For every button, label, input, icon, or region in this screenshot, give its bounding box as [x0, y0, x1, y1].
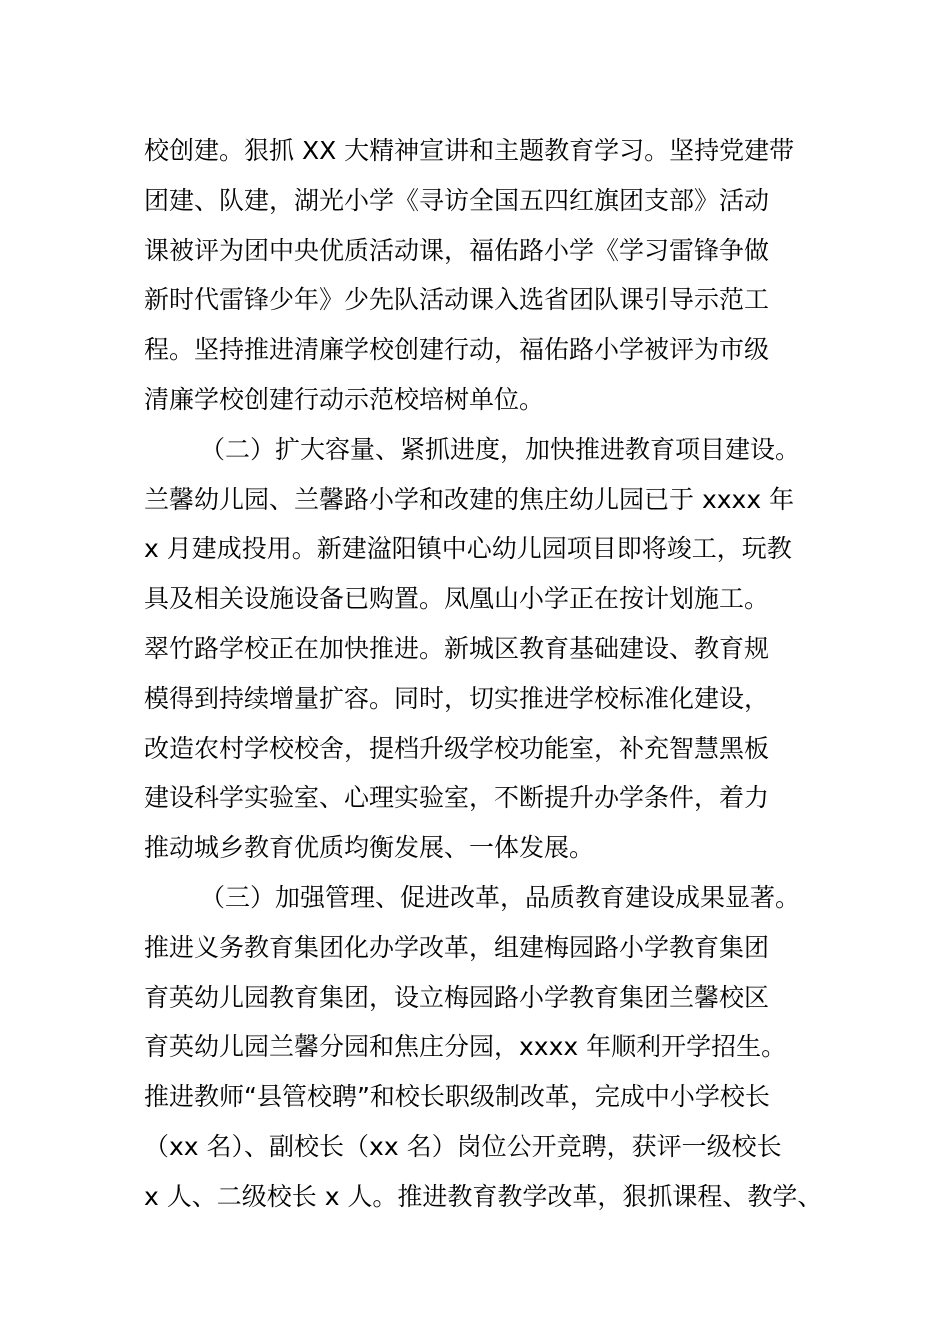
text-line: 课被评为团中央优质活动课，福佑路小学《学习雷锋争做 — [144, 235, 770, 265]
text-line: 具及相关设施设备已购置。凤凰山小学正在按计划施工。 — [144, 584, 770, 614]
text-line: 建设科学实验室、心理实验室，不断提升办学条件，着力 — [144, 783, 770, 813]
text-line: 清廉学校创建行动示范校培树单位。 — [144, 384, 545, 414]
text-line: 育英幼儿园教育集团，设立梅园路小学教育集团兰馨校区 — [144, 982, 770, 1012]
text-line: 推动城乡教育优质均衡发展、一体发展。 — [144, 833, 595, 863]
text-line: 推进义务教育集团化办学改革，组建梅园路小学教育集团 — [144, 932, 770, 962]
text-line: （xx 名）、副校长（xx 名）岗位公开竞聘，获评一级校长 — [144, 1131, 782, 1161]
text-line: 兰馨幼儿园、兰馨路小学和改建的焦庄幼儿园已于 xxxx 年 — [144, 484, 795, 514]
text-line: 模得到持续增量扩容。同时，切实推进学校标准化建设， — [144, 683, 770, 713]
text-line: x 人、二级校长 x 人。推进教育教学改革，狠抓课程、教学、 — [144, 1181, 823, 1211]
text-line: 程。坚持推进清廉学校创建行动，福佑路小学被评为市级 — [144, 335, 770, 365]
text-line: x 月建成投用。新建湓阳镇中心幼儿园项目即将竣工，玩教 — [144, 534, 792, 564]
text-line: （二）扩大容量、紧抓进度，加快推进教育项目建设。 — [200, 434, 801, 464]
text-line: 推进教师“县管校聘”和校长职级制改革，完成中小学校长 — [144, 1082, 770, 1112]
text-line: 翠竹路学校正在加快推进。新城区教育基础建设、教育规 — [144, 633, 770, 663]
text-line: 校创建。狠抓 XX 大精神宣讲和主题教育学习。坚持党建带 — [144, 136, 795, 165]
text-line: 育英幼儿园兰馨分园和焦庄分园，xxxx 年顺利开学招生。 — [144, 1032, 787, 1062]
body-text — [144, 126, 824, 1222]
text-line: 改造农村学校校舍，提档升级学校功能室，补充智慧黑板 — [144, 733, 770, 763]
text-line: 新时代雷锋少年》少先队活动课入选省团队课引导示范工 — [144, 285, 770, 315]
text-line: 团建、队建，湖光小学《寻访全国五四红旗团支部》活动 — [144, 185, 770, 215]
text-line: （三）加强管理、促进改革，品质教育建设成果显著。 — [200, 882, 801, 912]
